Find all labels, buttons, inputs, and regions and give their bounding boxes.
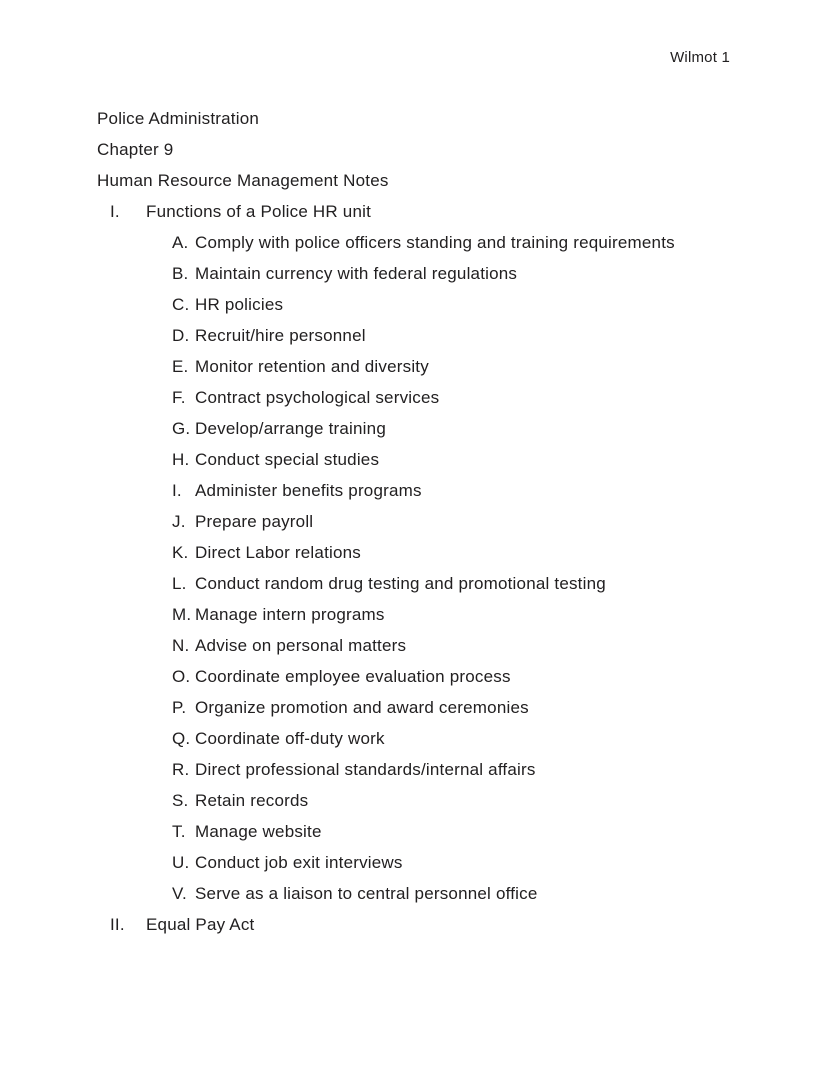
item-text: Contract psychological services xyxy=(195,388,440,407)
item-letter: N. xyxy=(172,636,190,655)
item-text: Develop/arrange training xyxy=(195,419,386,438)
item-letter: D. xyxy=(172,326,190,345)
outline-item xyxy=(97,816,730,847)
outline-item xyxy=(97,692,730,723)
section-numeral: II. xyxy=(110,915,125,934)
title-line-course: Police Administration xyxy=(97,109,259,128)
item-text: Conduct special studies xyxy=(195,450,380,469)
item-text: Maintain currency with federal regulations xyxy=(195,264,518,283)
outline-item xyxy=(97,227,730,258)
item-letter: E. xyxy=(172,357,189,376)
outline-item xyxy=(97,506,730,537)
item-text: Manage intern programs xyxy=(195,605,385,624)
item-letter: Q. xyxy=(172,729,191,748)
item-letter: H. xyxy=(172,450,190,469)
item-text: Comply with police officers standing and training requirements xyxy=(195,233,675,252)
item-text: HR policies xyxy=(195,295,284,314)
item-letter: F. xyxy=(172,388,186,407)
item-text: Recruit/hire personnel xyxy=(195,326,366,345)
outline-item xyxy=(97,723,730,754)
item-letter: A. xyxy=(172,233,189,252)
outline-item xyxy=(97,878,730,909)
item-text: Direct professional standards/internal affairs xyxy=(195,760,536,779)
outline-item xyxy=(97,258,730,289)
outline-item xyxy=(97,475,730,506)
outline-item xyxy=(97,661,730,692)
item-letter: R. xyxy=(172,760,190,779)
outline-section xyxy=(97,909,730,940)
item-letter: V. xyxy=(172,884,187,903)
item-letter: I. xyxy=(172,481,182,500)
item-letter: T. xyxy=(172,822,186,841)
section-numeral: I. xyxy=(110,202,120,221)
outline-item xyxy=(97,289,730,320)
outline-item xyxy=(97,444,730,475)
outline-item xyxy=(97,630,730,661)
item-letter: S. xyxy=(172,791,189,810)
item-text: Monitor retention and diversity xyxy=(195,357,429,376)
item-letter: P. xyxy=(172,698,187,717)
outline-item xyxy=(97,537,730,568)
item-text: Coordinate off-duty work xyxy=(195,729,385,748)
item-text: Conduct random drug testing and promotional testing xyxy=(195,574,606,593)
item-letter: K. xyxy=(172,543,189,562)
title-line-subject: Human Resource Management Notes xyxy=(97,171,389,190)
item-letter: L. xyxy=(172,574,187,593)
outline-item xyxy=(97,599,730,630)
document-body xyxy=(97,103,730,940)
outline-item xyxy=(97,568,730,599)
outline-item xyxy=(97,785,730,816)
item-text: Serve as a liaison to central personnel office xyxy=(195,884,538,903)
item-letter: C. xyxy=(172,295,190,314)
outline-item xyxy=(97,754,730,785)
item-letter: J. xyxy=(172,512,186,531)
outline-item xyxy=(97,413,730,444)
section-heading xyxy=(97,909,730,940)
outline-item xyxy=(97,382,730,413)
section-heading xyxy=(97,196,730,227)
outline-item xyxy=(97,320,730,351)
item-text: Advise on personal matters xyxy=(195,636,407,655)
outline-section xyxy=(97,196,730,909)
item-text: Organize promotion and award ceremonies xyxy=(195,698,529,717)
item-letter: O. xyxy=(172,667,191,686)
item-text: Retain records xyxy=(195,791,309,810)
item-text: Prepare payroll xyxy=(195,512,314,531)
item-letter: B. xyxy=(172,264,189,283)
outline-item xyxy=(97,351,730,382)
item-letter: U. xyxy=(172,853,190,872)
header-page-number: Wilmot 1 xyxy=(670,49,730,66)
item-text: Conduct job exit interviews xyxy=(195,853,403,872)
outline xyxy=(97,196,730,940)
item-text: Administer benefits programs xyxy=(195,481,422,500)
outline-item xyxy=(97,847,730,878)
title-line-chapter: Chapter 9 xyxy=(97,140,174,159)
section-title: Functions of a Police HR unit xyxy=(146,202,372,221)
item-text: Coordinate employee evaluation process xyxy=(195,667,511,686)
item-letter: G. xyxy=(172,419,191,438)
item-text: Direct Labor relations xyxy=(195,543,361,562)
section-title: Equal Pay Act xyxy=(146,915,255,934)
item-letter: M. xyxy=(172,605,192,624)
item-text: Manage website xyxy=(195,822,322,841)
